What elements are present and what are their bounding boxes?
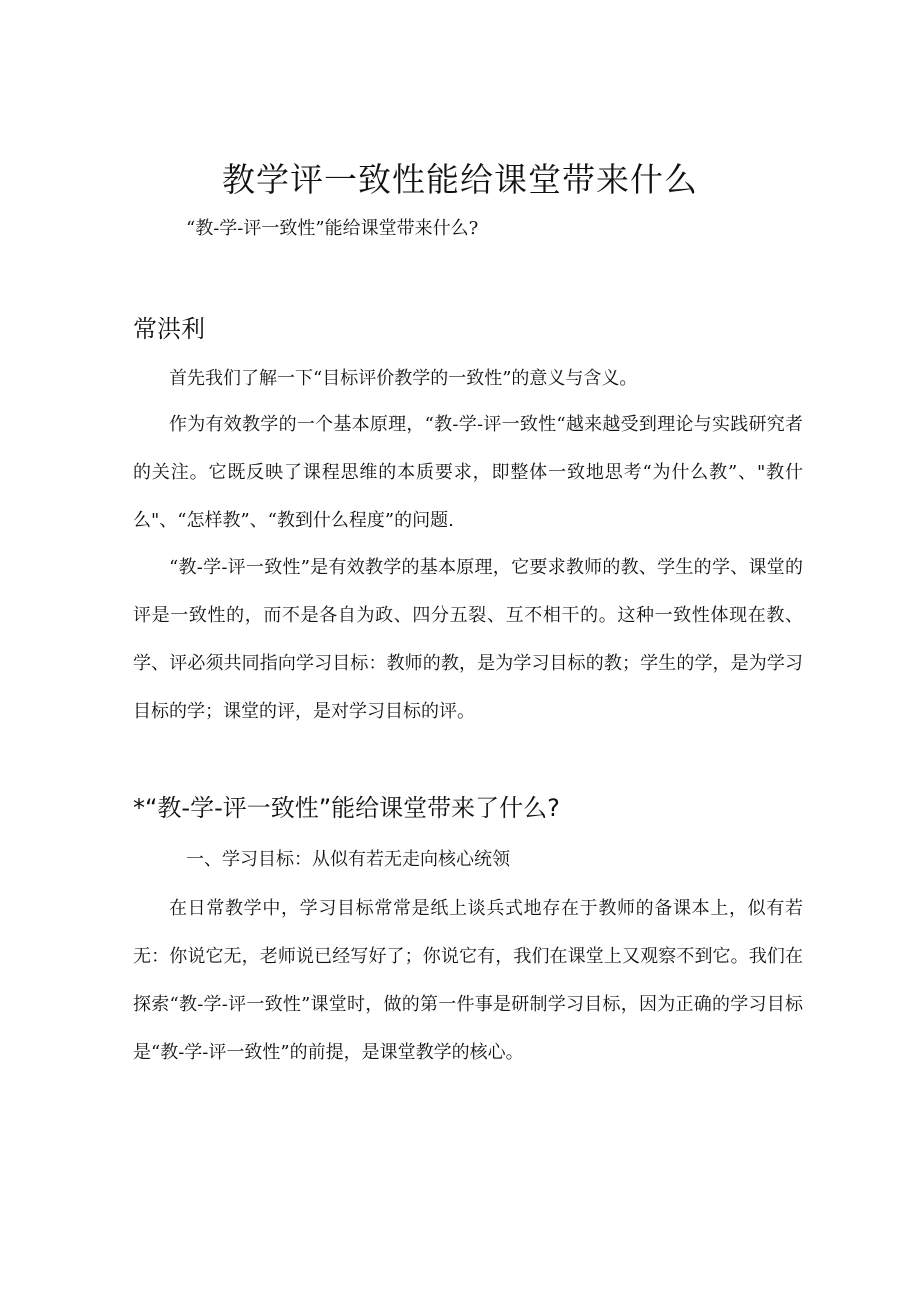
section-subheading: 一、学习目标：从似有若无走向核心统领 (186, 849, 510, 870)
document-title: 教学评一致性能给课堂带来什么 (222, 160, 698, 199)
learning-goals-paragraph: 在日常教学中，学习目标常常是纸上谈兵式地存在于教师的备课本上，似有若无：你说它无，老师说已经写好了；你说它有，我们在课堂上又观察不到它。我们在探索“教-学-评一致性”课堂时，做的第一件事是研制学习目标，因为正确的学习目标是“教-学-评一致性”的前提，是课堂教学的核心。 (133, 898, 803, 1063)
section-heading: *“教-学-评一致性”能给课堂带来了什么? (133, 794, 560, 822)
document-subtitle: “教-学-评一致性”能给课堂带来什么? (186, 218, 479, 239)
intro-paragraph: 首先我们了解一下“目标评价教学的一致性”的意义与含义。 (169, 368, 638, 389)
principle-paragraph: 作为有效教学的一个基本原理，“教-学-评一致性“越来越受到理论与实践研究者的关注。它既反映了课程思维的本质要求，即整体一致地思考“为什么教”、"教什么"、“怎样教”、“教到什么程度”的问题. (133, 414, 803, 531)
consistency-paragraph: “教-学-评一致性”是有效教学的基本原理，它要求教师的教、学生的学、课堂的评是一致性的，而不是各自为政、四分五裂、互不相干的。这种一致性体现在教、学、评必须共同指向学习目标：教师的教，是为学习目标的教；学生的学，是为学习目标的学；课堂的评，是对学习目标的评。 (133, 557, 803, 722)
author-name: 常洪利 (133, 315, 205, 343)
